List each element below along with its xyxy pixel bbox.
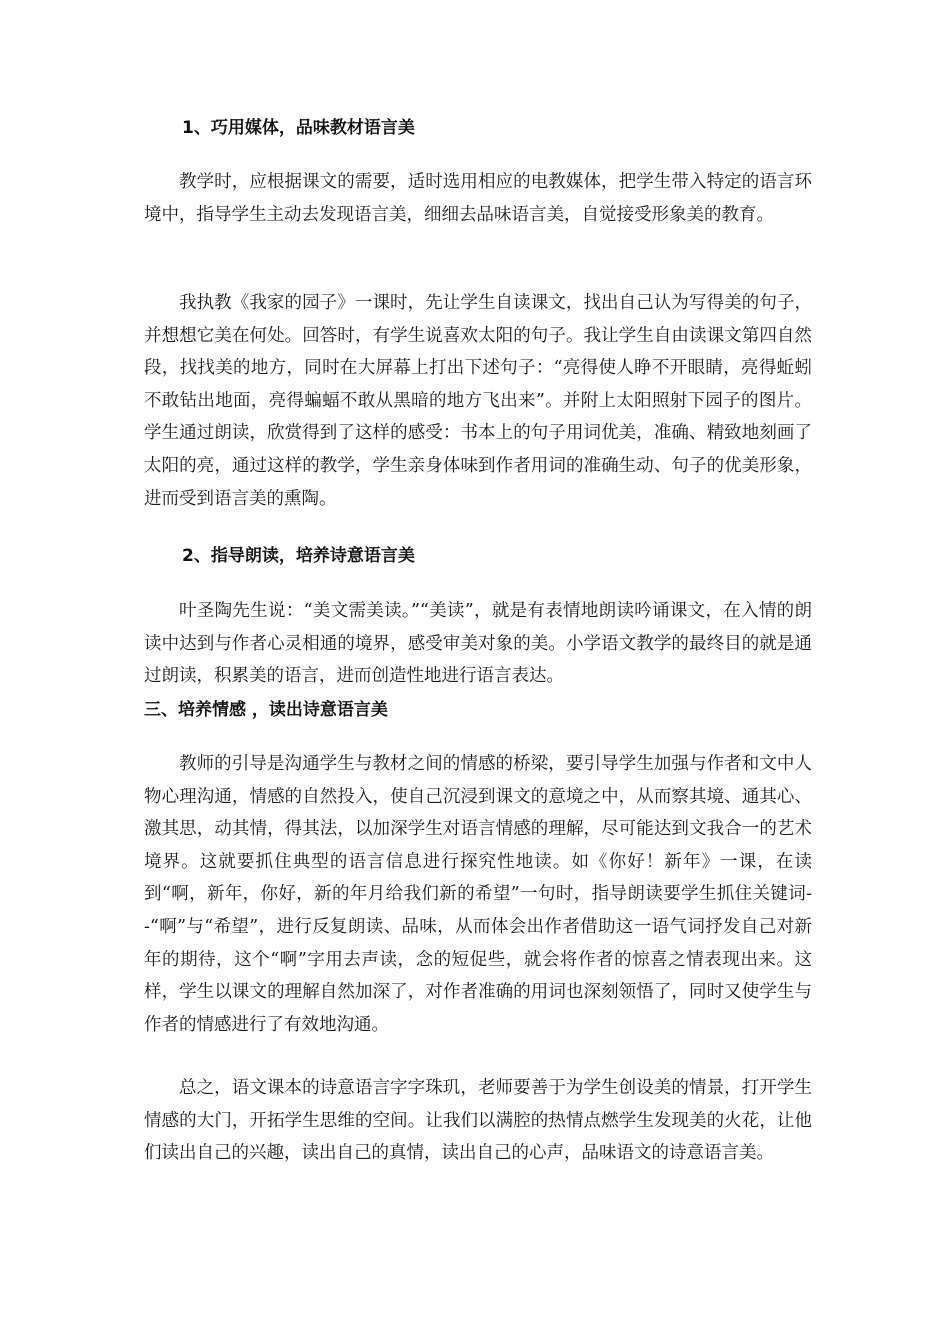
paragraph-emotion-guidance: 教师的引导是沟通学生与教材之间的情感的桥梁，要引导学生加强与作者和文中人物心理沟通，情感的自然投入，使自己沉浸到课文的意境之中，从而察其境、通其心、激其思，动其情，得其法，以加深学生对语言情感的理解，尽可能达到文我合一的艺术境界。这就要抓住典型的语言信息进行探究性地读。如《你好！新年》一课，在读到“啊，新年，你好，新的年月给我们新的希望”一句时，指导朗读要学生抓住关键词--“啊”与“希望”，进行反复朗读、品味，从而体会出作者借助这一语气词抒发自己对新年的期待，这个“啊”字用去声读，念的短促些，就会将作者的惊喜之情表现出来。这样，学生以课文的理解自然加深了，对作者准确的用词也深刻领悟了，同时又使学生与作者的情感进行了有效地沟通。: [144, 754, 812, 1035]
paragraph-garden-lesson: 我执教《我家的园子》一课时，先让学生自读课文，找出自己认为写得美的句子，并想想它美在何处。回答时，有学生说喜欢太阳的句子。我让学生自由读课文第四自然段，找找美的地方，同时在大屏幕上打出下述句子：“亮得使人睁不开眼睛，亮得蚯蚓不敢钻出地面，亮得蝙蝠不敢从黑暗的地方飞出来”。并附上太阳照射下园子的图片。学生通过朗读，欣赏得到了这样的感受：书本上的句子用词优美，准确、精致地刻画了太阳的亮，通过这样的教学，学生亲身体味到作者用词的准确生动、句子的优美形象，进而受到语言美的熏陶。: [144, 293, 812, 509]
section-heading-2: 2、指导朗读，培养诗意语言美: [182, 546, 415, 566]
section-heading-1: 1、巧用媒体，品味教材语言美: [182, 118, 415, 138]
section-heading-3: 三、培养情感 ，读出诗意语言美: [144, 700, 388, 720]
paragraph-reading-aloud: 叶圣陶先生说：“美文需美读。”“美读”，就是有表情地朗读吟诵课文，在入情的朗读中达到与作者心灵相通的境界，感受审美对象的美。小学语文教学的最终目的就是通过朗读，积累美的语言，进而创造性地进行语言表达。: [144, 601, 812, 687]
paragraph-media-teaching: 教学时，应根据课文的需要，适时选用相应的电教媒体，把学生带入特定的语言环境中，指导学生主动去发现语言美，细细去品味语言美，自觉接受形象美的教育。: [144, 172, 812, 225]
paragraph-conclusion: 总之，语文课本的诗意语言字字珠玑，老师要善于为学生创设美的情景，打开学生情感的大门，开拓学生思维的空间。让我们以满腔的热情点燃学生发现美的火花，让他们读出自己的兴趣，读出自己的真情，读出自己的心声，品味语文的诗意语言美。: [144, 1078, 812, 1164]
